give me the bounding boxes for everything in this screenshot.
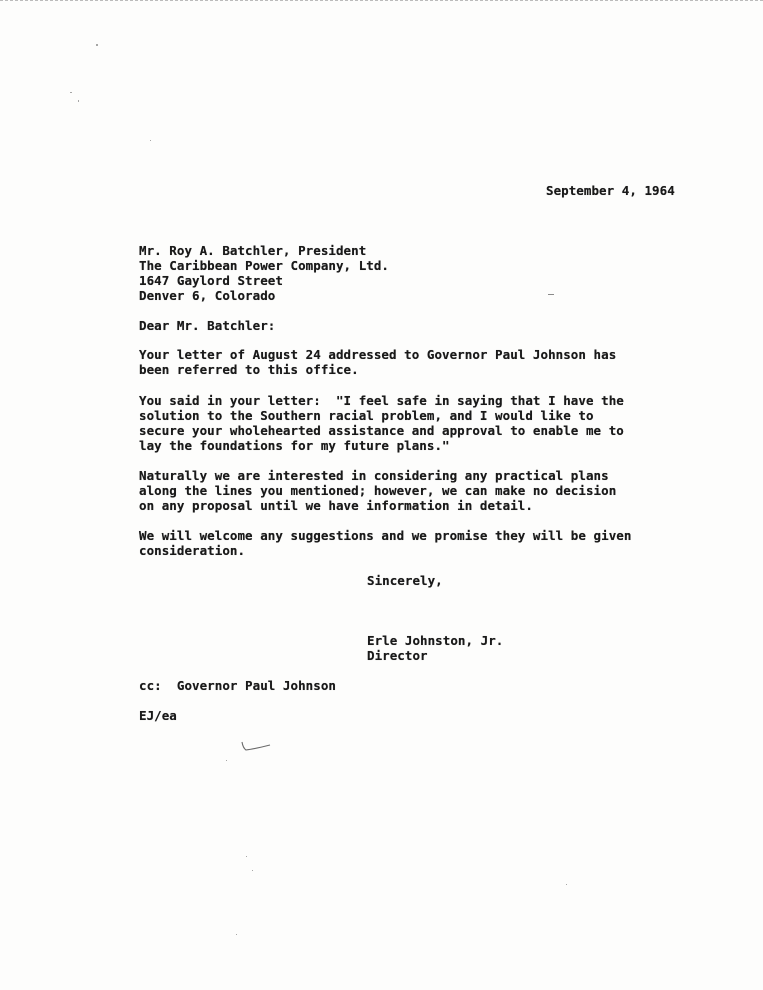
scan-speck: [78, 100, 79, 102]
page-top-edge: [0, 0, 763, 4]
recipient-line: Mr. Roy A. Batchler, President: [139, 243, 367, 258]
body-line: on any proposal until we have information in detail.: [139, 498, 533, 513]
recipient-line: 1647 Gaylord Street: [139, 273, 283, 288]
body-line: secure your wholehearted assistance and approval to enable me to: [139, 423, 624, 438]
scan-speck: [252, 870, 253, 871]
signer-title: Director: [367, 648, 428, 663]
body-line: You said in your letter: "I feel safe in saying that I have the: [139, 393, 624, 408]
scan-speck: [70, 92, 72, 93]
letter-date: September 4, 1964: [546, 183, 675, 198]
body-line: solution to the Southern racial problem, and I would like to: [139, 408, 594, 423]
body-line: consideration.: [139, 543, 246, 558]
body-line: Your letter of August 24 addressed to Governor Paul Johnson has: [139, 347, 617, 362]
body-line: lay the foundations for my future plans.": [139, 438, 450, 453]
closing: Sincerely,: [367, 573, 443, 588]
body-line: Naturally we are interested in considering any practical plans: [139, 468, 609, 483]
body-line: We will welcome any suggestions and we promise they will be given: [139, 528, 632, 543]
scan-speck: [246, 856, 247, 857]
scan-speck: [226, 760, 227, 761]
body-line: been referred to this office.: [139, 362, 359, 377]
scan-speck: [236, 934, 237, 935]
scan-speck: [150, 140, 151, 141]
scan-speck: [566, 884, 567, 885]
recipient-line: Denver 6, Colorado: [139, 288, 276, 303]
body-line: along the lines you mentioned; however, we can make no decision: [139, 483, 617, 498]
scan-speck: [548, 294, 554, 295]
recipient-line: The Caribbean Power Company, Ltd.: [139, 258, 389, 273]
signer-name: Erle Johnston, Jr.: [367, 633, 504, 648]
salutation: Dear Mr. Batchler:: [139, 318, 276, 333]
typist-initials: EJ/ea: [139, 708, 177, 723]
pen-mark-icon: [240, 740, 274, 754]
cc-line: cc: Governor Paul Johnson: [139, 678, 336, 693]
scan-speck: [96, 44, 98, 46]
